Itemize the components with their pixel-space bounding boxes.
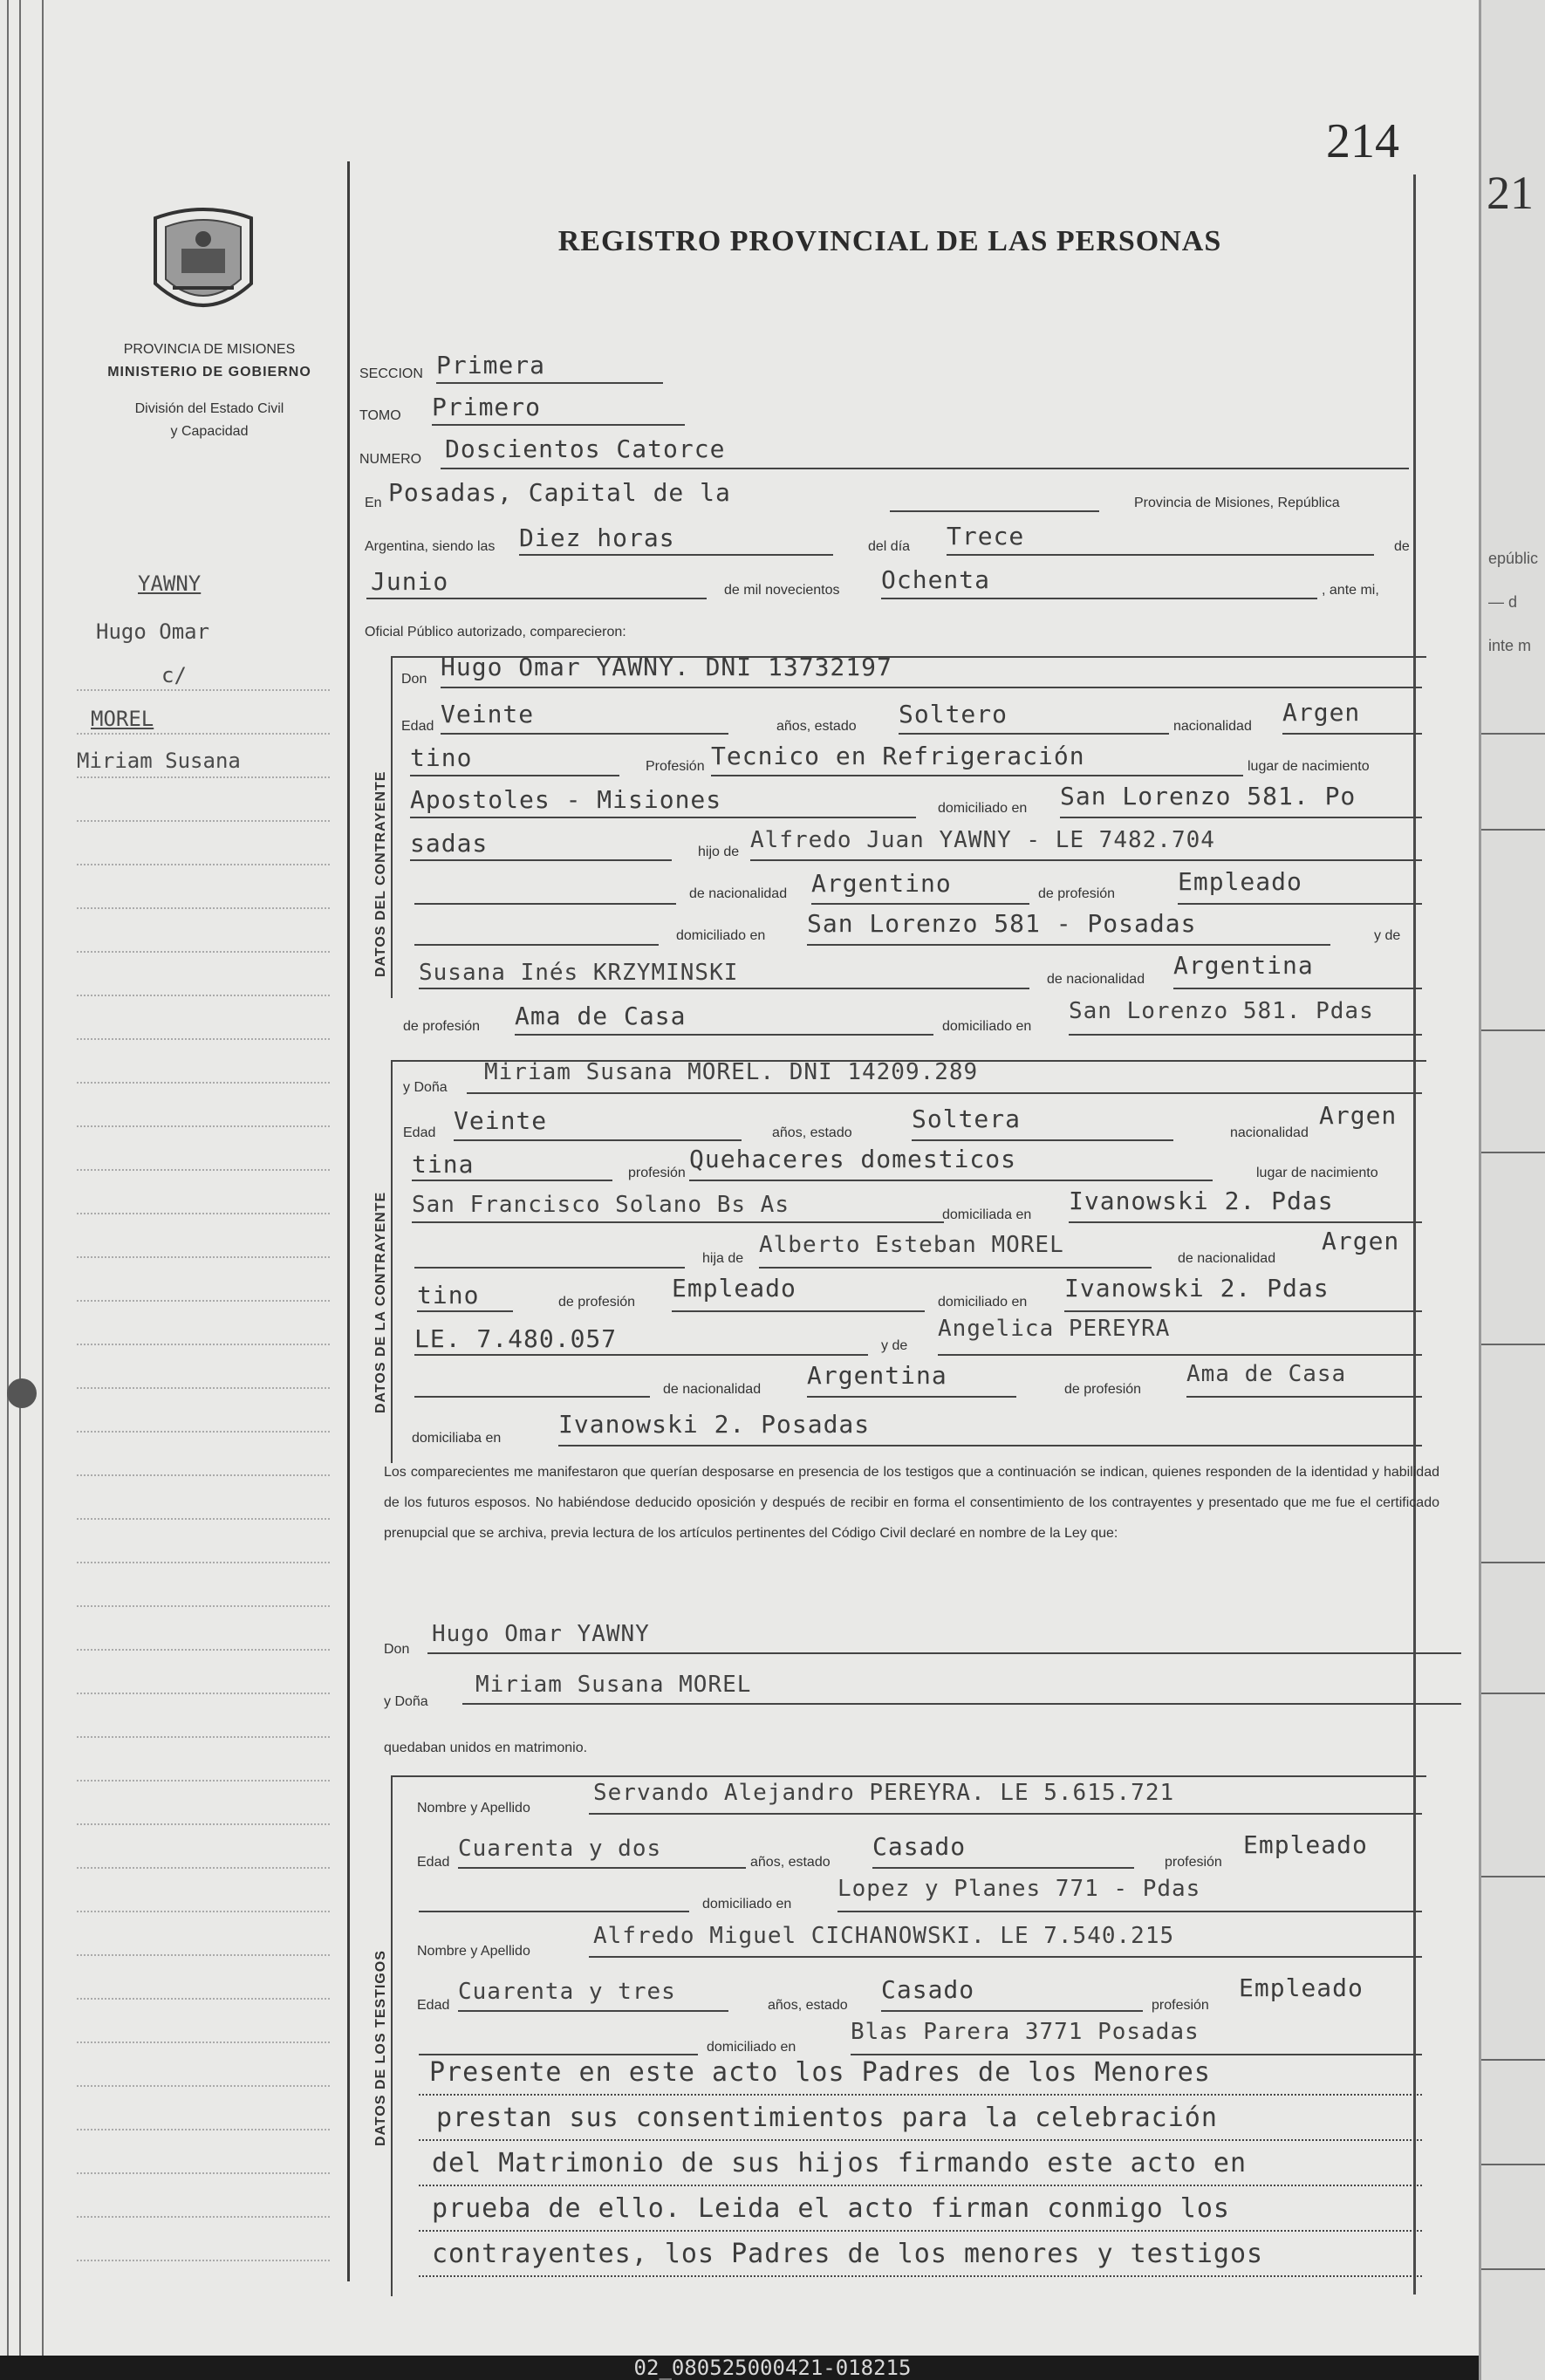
t1-dom-label: domiciliado en [702, 1897, 792, 1912]
profesion-label: Profesión [646, 759, 705, 774]
contrayenta-address: Ivanowski 2. Pdas [1069, 1187, 1334, 1215]
ante-mi-label: , ante mi, [1322, 583, 1379, 598]
contrayenta-side-label: DATOS DE LA CONTRAYENTE [373, 1191, 388, 1413]
contrayenta-nationality-b: tina [412, 1150, 475, 1179]
contrayente-mother-profession: Ama de Casa [515, 1002, 687, 1030]
decl-don-label: Don [384, 1642, 410, 1657]
mother2-dom-label: domiciliaba en [412, 1431, 502, 1446]
margin-note-given: Hugo Omar [96, 619, 210, 644]
seccion-label: SECCION [359, 366, 423, 381]
t1-prof-label: profesión [1165, 1855, 1222, 1870]
org-line-1: PROVINCIA DE MISIONES [123, 342, 296, 357]
contrayente-address-b: sadas [410, 829, 489, 858]
argentina-label: Argentina, siendo las [365, 539, 496, 554]
witness2-status: Casado [881, 1975, 975, 2004]
hija-label: hija de [702, 1251, 744, 1266]
contrayente-profession: Tecnico en Refrigeración [711, 742, 1085, 770]
witness2-profession: Empleado [1239, 1973, 1364, 2002]
contrayente-mother-address: San Lorenzo 581. Pdas [1069, 998, 1374, 1024]
witness1-address: Lopez y Planes 771 - Pdas [837, 1876, 1201, 1902]
page-title: REGISTRO PROVINCIAL DE LAS PERSONAS [557, 225, 1222, 257]
mother-prof-label: de profesión [403, 1019, 481, 1034]
y-de2-label: y de [881, 1338, 908, 1353]
note-line-1: Presente en este acto los Padres de los Menores [429, 2057, 1211, 2088]
nacionalidad-label: nacionalidad [1173, 719, 1252, 734]
image-caption: 02_080525000421-018215 [633, 2356, 912, 2380]
dia-value: Trece [947, 522, 1025, 551]
hora-value: Diez horas [519, 523, 675, 552]
witness2-name: Alfredo Miguel CICHANOWSKI. LE 7.540.215 [593, 1923, 1175, 1949]
lugar-value: Posadas, Capital de la [388, 478, 731, 507]
domiciliado-label: domiciliado en [938, 801, 1028, 816]
contrayente-mother-nationality: Argentina [1173, 951, 1314, 980]
contrayenta-birthplace: San Francisco Solano Bs As [412, 1192, 790, 1218]
margin-note-surname: YAWNY [138, 571, 202, 596]
witness1-age: Cuarenta y dos [458, 1836, 662, 1862]
dona-label: y Doña [403, 1080, 448, 1095]
domiciliada-label: domiciliada en [942, 1207, 1032, 1222]
contrayente-nationality-b: tino [410, 743, 473, 772]
hijo-label: hijo de [698, 845, 740, 859]
note-line-2: prestan sus consentimientos para la celebración [436, 2103, 1218, 2133]
margin-separator [347, 161, 350, 2281]
tomo-value: Primero [432, 393, 542, 421]
witness1-name: Servando Alejandro PEREYRA. LE 5.615.721 [593, 1780, 1175, 1806]
contrayente-father: Alfredo Juan YAWNY - LE 7482.704 [750, 827, 1215, 853]
contrayenta-father-address: Ivanowski 2. Pdas [1064, 1274, 1330, 1303]
binding-hole [7, 1378, 37, 1408]
anio-value: Ochenta [881, 565, 991, 594]
note-line-3: del Matrimonio de sus hijos firmando este acto en [432, 2148, 1248, 2178]
margin-note-surname-2: MOREL [91, 707, 154, 731]
father2-prof-label: de profesión [558, 1295, 636, 1310]
profesion2-label: profesión [628, 1166, 686, 1180]
contrayenta-mother: Angelica PEREYRA [938, 1316, 1171, 1342]
adjacent-fragment-3: inte m [1488, 637, 1532, 654]
contrayente-side-label: DATOS DEL CONTRAYENTE [373, 770, 388, 977]
t2-name-label: Nombre y Apellido [417, 1944, 530, 1959]
decl-bride: Miriam Susana MOREL [475, 1672, 752, 1698]
father-nat-label: de nacionalidad [689, 886, 788, 901]
margin-note-c: c/ [161, 663, 187, 687]
contrayente-status: Soltero [899, 700, 1008, 728]
page-number: 214 [1326, 114, 1399, 168]
witness2-address: Blas Parera 3771 Posadas [851, 2019, 1200, 2045]
t2-edad-label: Edad [417, 1998, 450, 2013]
t2-dom-label: domiciliado en [707, 2040, 796, 2055]
adjacent-fragment-1: epúblic [1488, 550, 1539, 567]
contrayente-father-address: San Lorenzo 581 - Posadas [807, 909, 1197, 938]
provincia-label: Provincia de Misiones, República [1134, 496, 1340, 510]
t1-edad-label: Edad [417, 1855, 450, 1870]
lugar-nac2-label: lugar de nacimiento [1256, 1166, 1378, 1180]
contrayenta-mother-profession: Ama de Casa [1186, 1361, 1347, 1387]
contrayente-nationality-a: Argen [1282, 698, 1361, 727]
contrayente-age: Veinte [441, 700, 535, 728]
provincial-seal-icon [147, 201, 260, 327]
numero-value: Doscientos Catorce [445, 434, 726, 463]
anios-estado-label: años, estado [776, 719, 857, 734]
mother-dom-label: domiciliado en [942, 1019, 1032, 1034]
oficial-label: Oficial Público autorizado, comparecieron: [365, 625, 626, 639]
contrayenta-age: Veinte [454, 1106, 548, 1135]
contrayente-mother: Susana Inés KRZYMINSKI [419, 960, 739, 986]
del-dia-label: del día [868, 539, 911, 554]
de-label: de [1394, 539, 1410, 554]
tomo-label: TOMO [359, 408, 401, 423]
lugar-nac-label: lugar de nacimiento [1248, 759, 1370, 774]
org-line-3: División del Estado Civil [134, 401, 284, 416]
margin-note-given-2: Miriam Susana [77, 749, 241, 773]
anios-estado2-label: años, estado [772, 1125, 852, 1140]
contrayenta-nationality-a: Argen [1319, 1101, 1398, 1130]
adjacent-page-edge [1479, 0, 1545, 2380]
contrayente-father-profession: Empleado [1178, 867, 1302, 896]
en-label: En [365, 496, 382, 510]
father2-nat-label: de nacionalidad [1178, 1251, 1276, 1266]
contrayenta-father: Alberto Esteban MOREL [759, 1232, 1064, 1258]
unidos-label: quedaban unidos en matrimonio. [384, 1741, 588, 1755]
y-de-label: y de [1374, 928, 1401, 943]
father2-dom-label: domiciliado en [938, 1295, 1028, 1310]
contrayenta-father-nat-b: tino [417, 1281, 480, 1310]
contrayenta-status: Soltera [912, 1105, 1022, 1133]
binding-edge [0, 0, 52, 2356]
contrayenta-profession: Quehaceres domesticos [689, 1145, 1017, 1173]
t2-anios-label: años, estado [768, 1998, 848, 2013]
adjacent-fragment-2: — d [1488, 593, 1518, 611]
contrayenta-father-le: LE. 7.480.057 [414, 1324, 618, 1353]
contrayenta-father-nat-a: Argen [1322, 1227, 1400, 1255]
witness1-status: Casado [872, 1832, 967, 1861]
declaration-text: Los comparecientes me manifestaron que querían desposarse en presencia de los testigos que a continuación se indican, quienes responden de la identidad y habilidad de los futuros esposos. No habiéndose deducido oposición y después de recibir en forma el consentimiento de los contrayentes y presentado que me fue el certificado prenupcial que se archiva, previa lectura de los artículos pertinentes del Código Civil declaré en nombre de la Ley que: [384, 1465, 1439, 1541]
testigos-side-label: DATOS DE LOS TESTIGOS [373, 1950, 388, 2146]
t2-prof-label: profesión [1152, 1998, 1209, 2013]
edad2-label: Edad [403, 1125, 436, 1140]
father-dom-label: domiciliado en [676, 928, 766, 943]
seccion-value: Primera [436, 351, 546, 380]
t1-name-label: Nombre y Apellido [417, 1801, 530, 1816]
don-label: Don [401, 672, 427, 687]
witness2-age: Cuarenta y tres [458, 1979, 676, 2005]
note-line-5: contrayentes, los Padres de los menores y testigos [432, 2239, 1264, 2269]
t1-anios-label: años, estado [750, 1855, 831, 1870]
contrayente-name: Hugo Omar YAWNY. DNI 13732197 [441, 653, 892, 681]
contrayenta-father-profession: Empleado [672, 1274, 796, 1303]
contrayente-father-nationality: Argentino [811, 869, 952, 898]
edad-label: Edad [401, 719, 434, 734]
witness1-profession: Empleado [1243, 1830, 1368, 1859]
org-line-2: MINISTERIO DE GOBIERNO [107, 365, 311, 380]
contrayenta-mother-nationality: Argentina [807, 1361, 947, 1390]
anio-label: de mil novecientos [724, 583, 840, 598]
decl-dona-label: y Doña [384, 1694, 428, 1709]
org-line-4: y Capacidad [170, 424, 249, 439]
mother2-nat-label: de nacionalidad [663, 1382, 762, 1397]
adjacent-page-number: 21 [1487, 167, 1534, 219]
contrayenta-mother-address: Ivanowski 2. Posadas [558, 1410, 871, 1439]
mother2-prof-label: de profesión [1064, 1382, 1142, 1397]
decl-groom: Hugo Omar YAWNY [432, 1621, 650, 1647]
contrayente-address-a: San Lorenzo 581. Po [1060, 782, 1357, 810]
father-prof-label: de profesión [1038, 886, 1116, 901]
contrayenta-name: Miriam Susana MOREL. DNI 14209.289 [484, 1059, 979, 1085]
mes-value: Junio [371, 567, 449, 596]
contrayente-birthplace: Apostoles - Misiones [410, 785, 722, 814]
numero-label: NUMERO [359, 452, 422, 467]
mother-nat-label: de nacionalidad [1047, 972, 1145, 987]
nacionalidad2-label: nacionalidad [1230, 1125, 1309, 1140]
note-line-4: prueba de ello. Leida el acto firman conmigo los [432, 2193, 1230, 2224]
